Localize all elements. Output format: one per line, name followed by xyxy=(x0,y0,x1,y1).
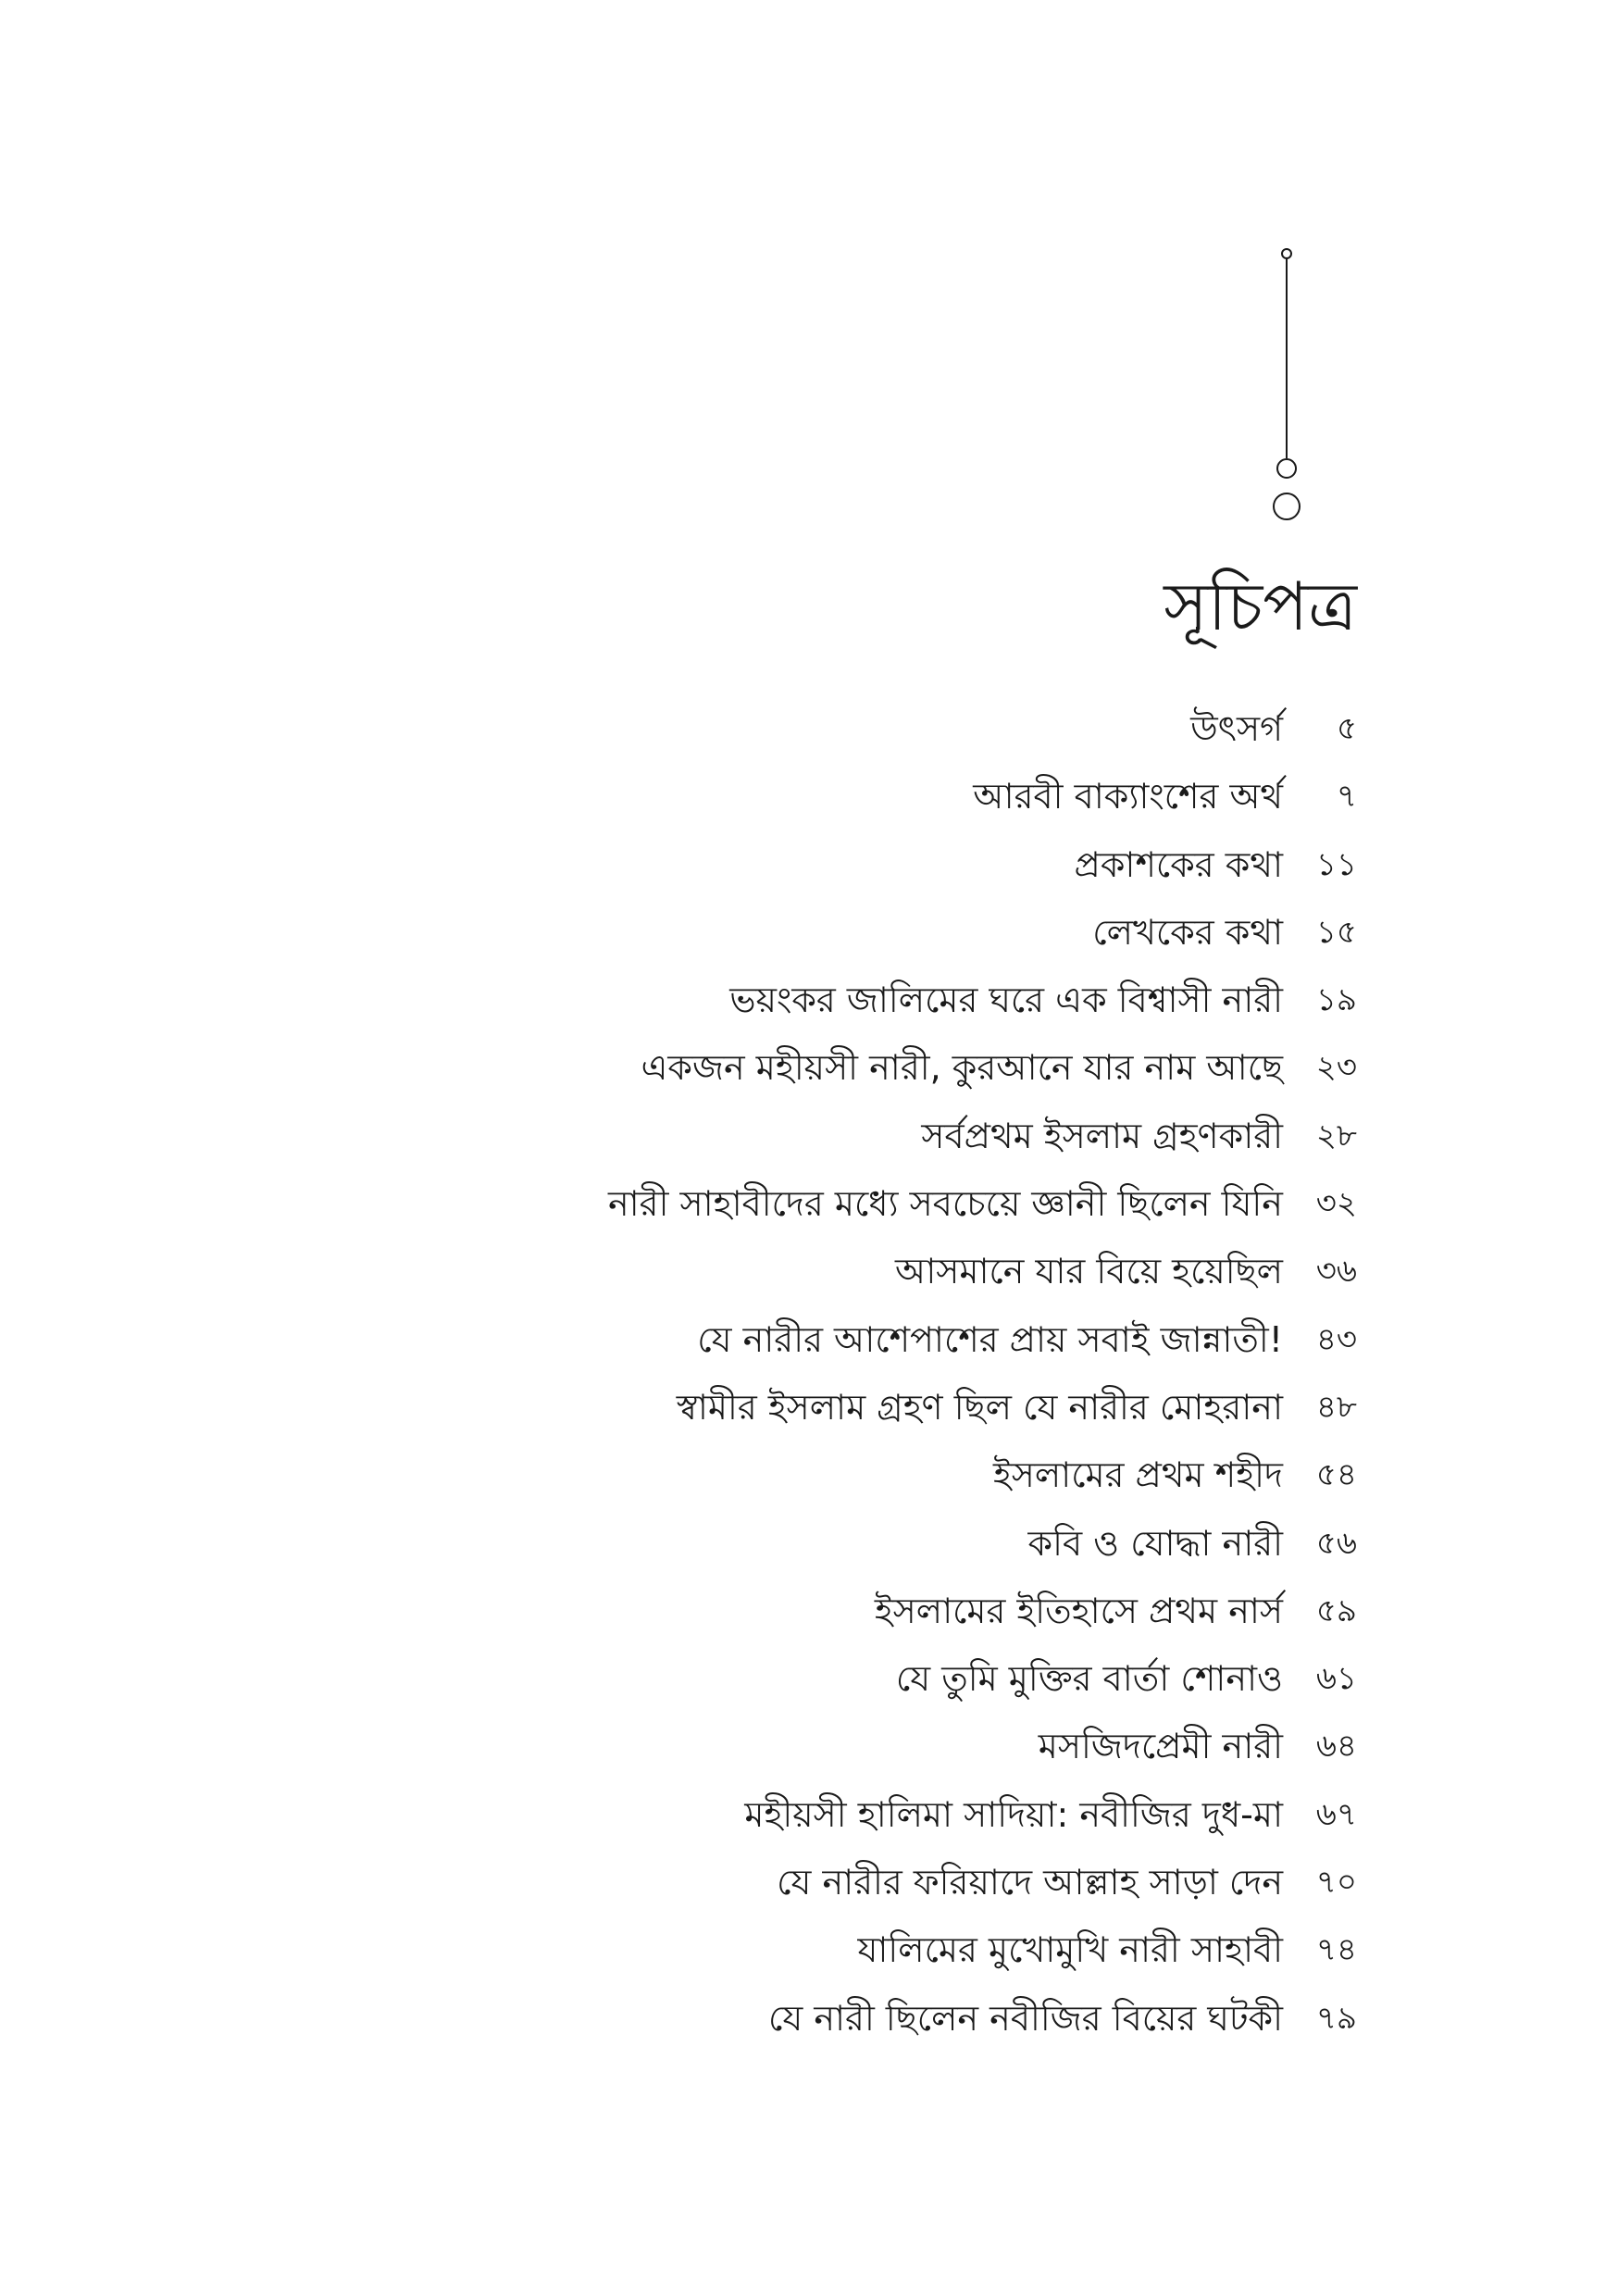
toc-entry[interactable] xyxy=(0,1243,1618,1311)
toc-entry-page: ১৯ xyxy=(1315,981,1357,1019)
toc-entry[interactable] xyxy=(0,1718,1618,1786)
toc-entry[interactable] xyxy=(0,768,1618,836)
toc-entry-page: ১১ xyxy=(1315,845,1357,883)
toc-entry[interactable] xyxy=(0,1854,1618,1922)
toc-entry-title: উৎসর্গ xyxy=(1190,708,1283,749)
decorative-pendant-ornament xyxy=(1259,236,1314,532)
toc-entry-page: ৭০ xyxy=(1315,1864,1357,1902)
toc-entry-page: ৩৬ xyxy=(1315,1253,1357,1291)
toc-entry-title: যে তুমি মুক্তির বার্তা শোনাও xyxy=(895,1658,1283,1700)
toc-entry-page: ৫৪ xyxy=(1315,1456,1357,1494)
toc-entry-page: ২৮ xyxy=(1315,1117,1357,1154)
toc-entry-page: ৭৪ xyxy=(1315,1931,1357,1969)
toc-entry-title: আসমানে যার বিয়ে হয়েছিল xyxy=(894,1251,1283,1292)
toc-entry-page: ১৫ xyxy=(1315,913,1357,951)
toc-entry[interactable] xyxy=(0,1787,1618,1854)
toc-entry[interactable] xyxy=(0,1651,1618,1718)
toc-entry-title: সর্বপ্রথম ইসলাম গ্রহণকারী xyxy=(921,1115,1283,1156)
toc-entry-title: ভয়ংকর জালিমের ঘরে এক বিশ্বাসী নারী xyxy=(729,980,1283,1021)
table-of-contents xyxy=(0,701,1618,2058)
toc-entry-title: স্বামীর ইসলাম গ্রহণ ছিল যে নারীর মোহরানা xyxy=(676,1386,1283,1428)
toc-entry[interactable] xyxy=(0,1447,1618,1515)
toc-entry-page: ৪৮ xyxy=(1315,1388,1357,1426)
toc-entry[interactable] xyxy=(0,1040,1618,1107)
toc-entry[interactable] xyxy=(0,1312,1618,1379)
toc-entry-title: কবি ও যোদ্ধা নারী xyxy=(1027,1522,1283,1564)
toc-entry-title: মসজিদপ্রেমী নারী xyxy=(1038,1726,1283,1767)
toc-entry-title: একজন মহীয়সী নারী, কুরআনে যার নাম আছে xyxy=(641,1047,1283,1089)
toc-entry[interactable] xyxy=(0,1108,1618,1176)
toc-entry[interactable] xyxy=(0,1379,1618,1447)
toc-entry-page: ৬৪ xyxy=(1315,1728,1357,1766)
toc-entry-page: ৪৩ xyxy=(1315,1320,1357,1358)
toc-entry-title: যে নারীর আশেপাশের প্রায় সবাই জান্নাতী! xyxy=(697,1318,1283,1360)
toc-entry-title: যে নারী ছিলেন নবীজির বিয়ের ঘটকী xyxy=(767,1997,1283,2039)
toc-entry-page: ২৩ xyxy=(1315,1049,1357,1087)
toc-entry-title: যে নারীর ফরিয়াদে আল্লাহ সাড়া দেন xyxy=(777,1862,1283,1903)
toc-entry[interactable] xyxy=(0,1516,1618,1583)
toc-entry[interactable] xyxy=(0,701,1618,768)
toc-entry-title: আরবী বাক্যাংশের অর্থ xyxy=(973,776,1283,817)
toc-entry-page: ৬১ xyxy=(1315,1660,1357,1698)
toc-entry-page: ৫৬ xyxy=(1315,1524,1357,1562)
toc-entry-page: ৩২ xyxy=(1315,1185,1357,1223)
toc-entry-page: ৫ xyxy=(1336,710,1357,747)
toc-entry[interactable] xyxy=(0,905,1618,972)
toc-entry[interactable] xyxy=(0,1583,1618,1651)
toc-entry-title: ইসলামের ইতিহাসে প্রথম নার্স xyxy=(874,1590,1283,1631)
toc-entry-title: ইসলামের প্রথম শহীদ xyxy=(993,1454,1283,1496)
toc-entry-page: ৭ xyxy=(1336,778,1357,816)
toc-entry-page: ৬৭ xyxy=(1315,1795,1357,1833)
toc-entry-title: যালিমের মুখোমুখি নারী সাহাবী xyxy=(857,1929,1283,1971)
toc-entry[interactable] xyxy=(0,1922,1618,1990)
toc-entry[interactable] xyxy=(0,972,1618,1040)
toc-entry-title: নারী সাহাবীদের মধ্যে সবচেয়ে জ্ঞানী ছিলেন যিনি xyxy=(607,1183,1283,1225)
toc-entry-title: প্রকাশকের কথা xyxy=(1074,843,1283,885)
toc-entry[interactable] xyxy=(0,1990,1618,2058)
toc-entry-page: ৫৯ xyxy=(1315,1591,1357,1629)
page-title: সূচিপত্র xyxy=(1164,568,1357,645)
toc-entry[interactable] xyxy=(0,1176,1618,1243)
toc-entry-title: লেখকের কথা xyxy=(1092,911,1283,953)
toc-entry-title: মহীয়সী হালিমা সাদিয়া: নবীজির দুধ-মা xyxy=(744,1793,1283,1835)
toc-entry[interactable] xyxy=(0,837,1618,905)
toc-entry-page: ৭৯ xyxy=(1315,1999,1357,2037)
